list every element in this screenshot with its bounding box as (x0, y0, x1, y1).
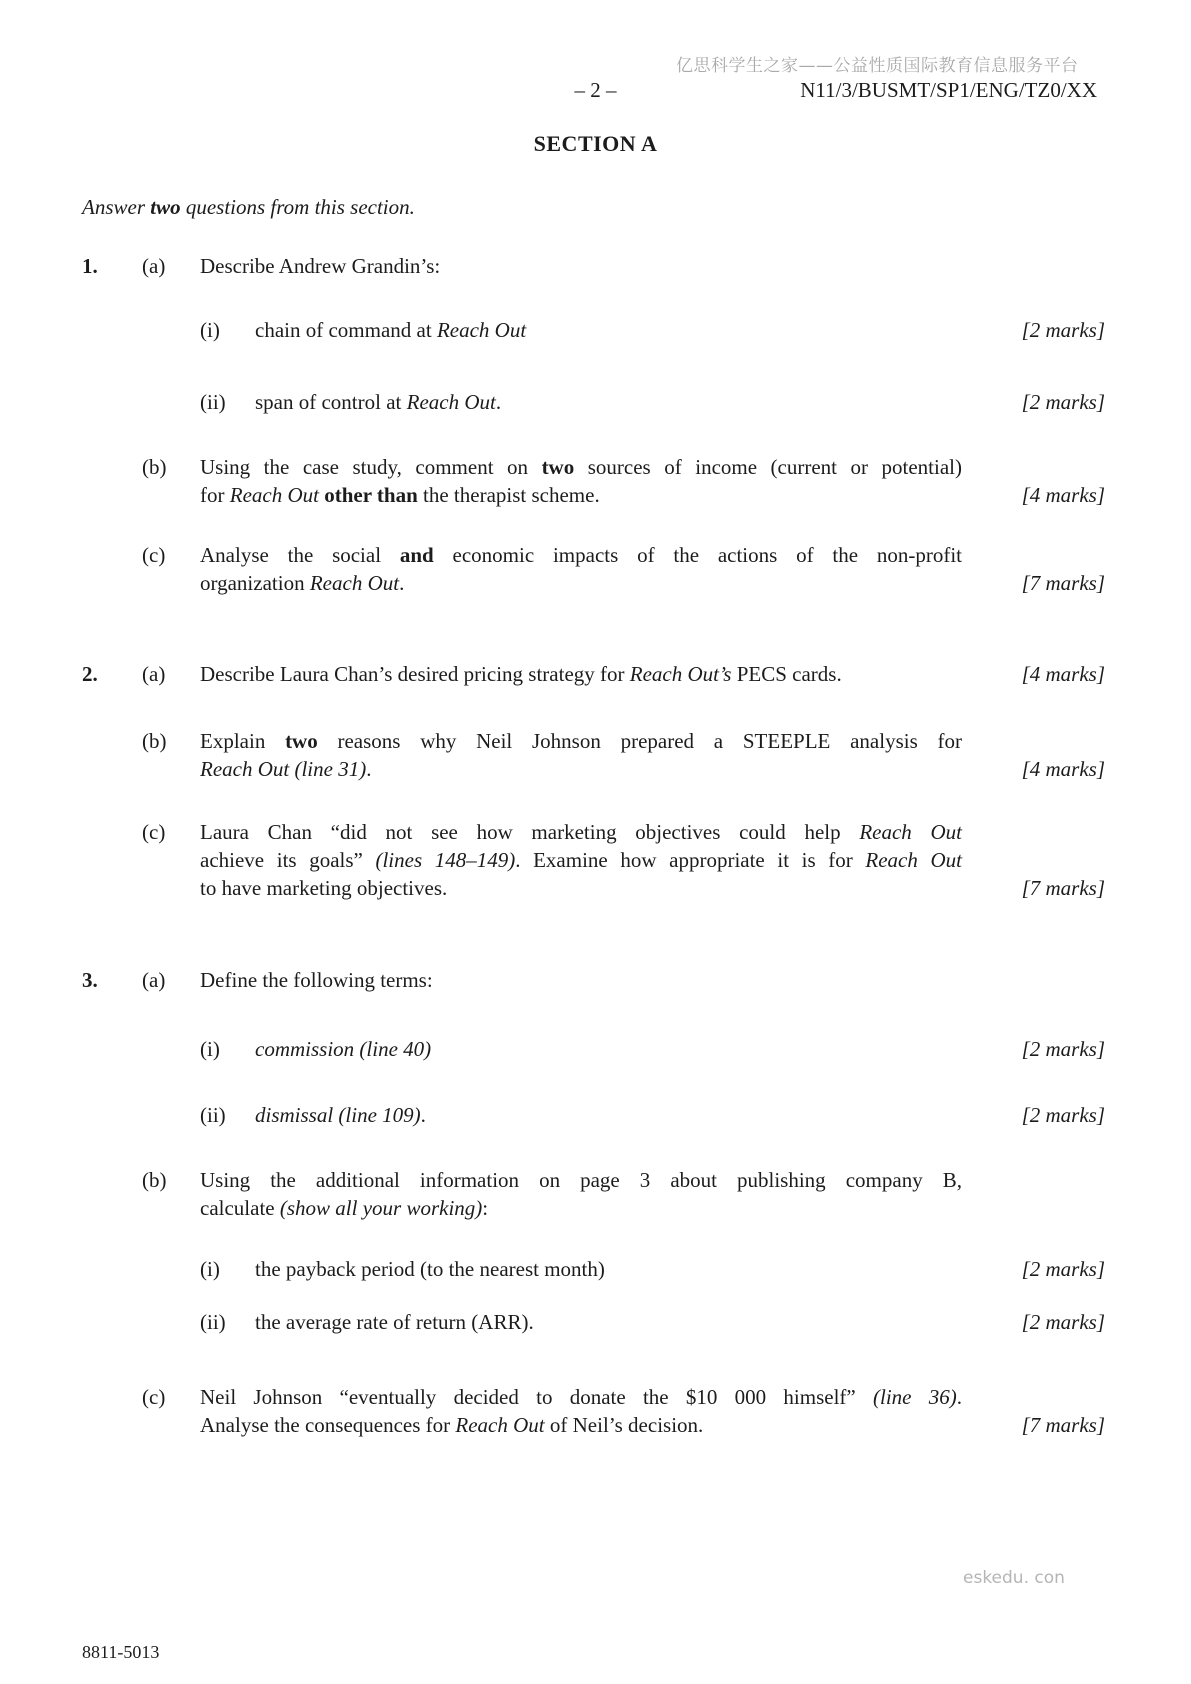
marks: [2 marks] (1021, 390, 1105, 414)
part-body (200, 1383, 962, 1439)
marks: [2 marks] (1021, 1037, 1105, 1061)
page-number: – 2 – (574, 78, 617, 102)
text-line: Define the following terms: (200, 968, 433, 992)
marks: [4 marks] (1021, 662, 1105, 686)
subpart-body (255, 1308, 962, 1336)
subpart-body (255, 316, 962, 344)
header-watermark: 亿思科学生之家——公益性质国际教育信息服务平台 (676, 56, 1079, 76)
text-line: for Reach Out other than the therapist scheme. (200, 483, 600, 507)
part-label: (b) (142, 455, 167, 479)
part-body (200, 1166, 962, 1222)
text-line: dismissal (line 109). (255, 1103, 426, 1127)
marks: [7 marks] (1021, 876, 1105, 900)
marks: [4 marks] (1021, 483, 1105, 507)
subpart-label: (ii) (200, 1103, 226, 1127)
text-line: calculate (show all your working): (200, 1196, 489, 1220)
section-title: SECTION A (533, 131, 658, 156)
part-body (200, 660, 962, 688)
text-line: the payback period (to the nearest month) (255, 1257, 605, 1281)
part-body (200, 727, 962, 783)
part-label: (a) (142, 662, 166, 686)
text-line: chain of command at Reach Out (255, 318, 527, 342)
subpart-label: (i) (200, 1037, 220, 1061)
footer-watermark: eskedu. con (963, 1568, 1065, 1588)
marks: [2 marks] (1021, 1103, 1105, 1127)
part-label: (c) (142, 543, 166, 567)
section-instruction: Answer two questions from this section. (82, 195, 415, 219)
text-line: Describe Andrew Grandin’s: (200, 254, 441, 278)
subpart-label: (ii) (200, 390, 226, 414)
question-number: 3. (82, 968, 98, 992)
text-line: Reach Out (line 31). (200, 757, 372, 781)
text-line: span of control at Reach Out. (255, 390, 502, 414)
document-code: 8811-5013 (82, 1642, 160, 1662)
part-label: (b) (142, 729, 167, 753)
marks: [7 marks] (1021, 571, 1105, 595)
text-line: Using the additional information on page 3 about publishing company B, (200, 1168, 962, 1192)
text-line: Analyse the social and economic impacts of the actions of the non-profit (200, 543, 962, 567)
subpart-body (255, 388, 962, 416)
subpart-label: (i) (200, 1257, 220, 1281)
marks: [4 marks] (1021, 757, 1105, 781)
marks: [7 marks] (1021, 1413, 1105, 1437)
part-label: (c) (142, 1385, 166, 1409)
text-line: the average rate of return (ARR). (255, 1310, 534, 1334)
part-body (200, 966, 962, 994)
marks: [2 marks] (1021, 1310, 1105, 1334)
text-line: achieve its goals” (lines 148–149). Examine how appropriate it is for Reach Out (200, 848, 962, 872)
part-label: (a) (142, 254, 166, 278)
text-line: Analyse the consequences for Reach Out of Neil’s decision. (200, 1413, 704, 1437)
text-line: to have marketing objectives. (200, 876, 448, 900)
subpart-label: (ii) (200, 1310, 226, 1334)
part-body (200, 453, 962, 509)
text-line: commission (line 40) (255, 1037, 432, 1061)
subpart-body (255, 1035, 962, 1063)
text-line: organization Reach Out. (200, 571, 405, 595)
subpart-body (255, 1255, 962, 1283)
text-line: Laura Chan “did not see how marketing objectives could help Reach Out (200, 820, 962, 844)
text-line: Explain two reasons why Neil Johnson prepared a STEEPLE analysis for (200, 729, 962, 753)
marks: [2 marks] (1021, 318, 1105, 342)
text-line: Using the case study, comment on two sources of income (current or potential) (200, 455, 962, 479)
part-body (200, 252, 962, 280)
marks: [2 marks] (1021, 1257, 1105, 1281)
question-number: 2. (82, 662, 98, 686)
subpart-label: (i) (200, 318, 220, 342)
text-line: Neil Johnson “eventually decided to donate the $10 000 himself” (line 36). (200, 1385, 962, 1409)
subpart-body (255, 1101, 962, 1129)
part-label: (b) (142, 1168, 167, 1192)
part-body (200, 541, 962, 597)
part-body (200, 818, 962, 902)
part-label: (a) (142, 968, 166, 992)
part-label: (c) (142, 820, 166, 844)
question-number: 1. (82, 254, 98, 278)
paper-code: N11/3/BUSMT/SP1/ENG/TZ0/XX (800, 78, 1097, 102)
text-line: Describe Laura Chan’s desired pricing strategy for Reach Out’s PECS cards. (200, 662, 842, 686)
